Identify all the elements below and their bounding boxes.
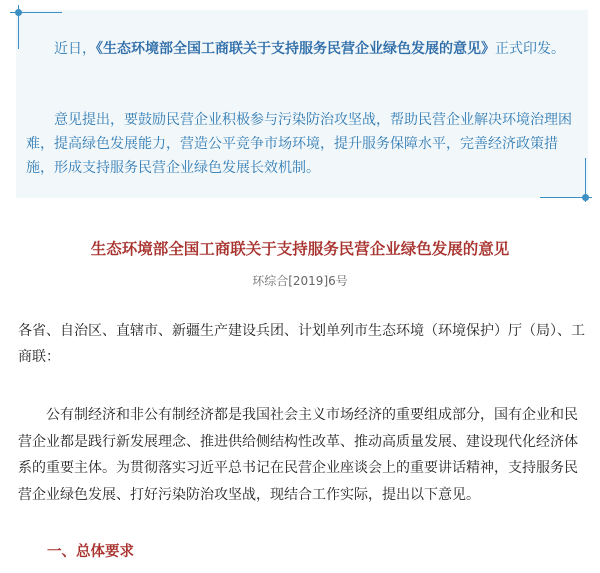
corner-dot-icon — [15, 9, 22, 16]
document-salutation: 各省、自治区、直辖市、新疆生产建设兵团、计划单列市生态环境（环境保护）厅（局）、工商联： — [18, 323, 585, 365]
corner-dot-icon — [582, 194, 589, 201]
intro-suffix: 正式印发。 — [495, 41, 565, 57]
document-paragraph: 公有制经济和非公有制经济都是我国社会主义市场经济的重要组成部分，国有企业和民营企业都是践行新发展理念、推进供给侧结构性改革、推动高质量发展、建设现代化经济体系的重要主体。为贯彻落实习近平总书记在民营企业座谈会上的重要讲话精神，支持服务民营企业绿色发展、打好污染防治攻坚战，现结合工作实际，提出以下意见。 — [18, 407, 578, 503]
intro-paragraph-announcement — [26, 37, 581, 61]
document-number: 环综合[2019]6号 — [252, 274, 348, 288]
intro-prefix: 近日， — [54, 41, 96, 57]
document-title: 生态环境部全国工商联关于支持服务民营企业绿色发展的意见 — [90, 240, 510, 258]
section-heading-general-requirements: 一、总体要求 — [47, 544, 134, 560]
intro-document-name: 《生态环境部全国工商联关于支持服务民营企业绿色发展的意见》 — [96, 41, 495, 57]
intro-paragraph-summary: 意见提出，要鼓励民营企业积极参与污染防治攻坚战，帮助民营企业解决环境治理困难，提高绿色发展能力，营造公平竞争市场环境，提升服务保障水平，完善经济政策措施，形成支持服务民营企业绿色发展长效机制。 — [26, 112, 572, 176]
